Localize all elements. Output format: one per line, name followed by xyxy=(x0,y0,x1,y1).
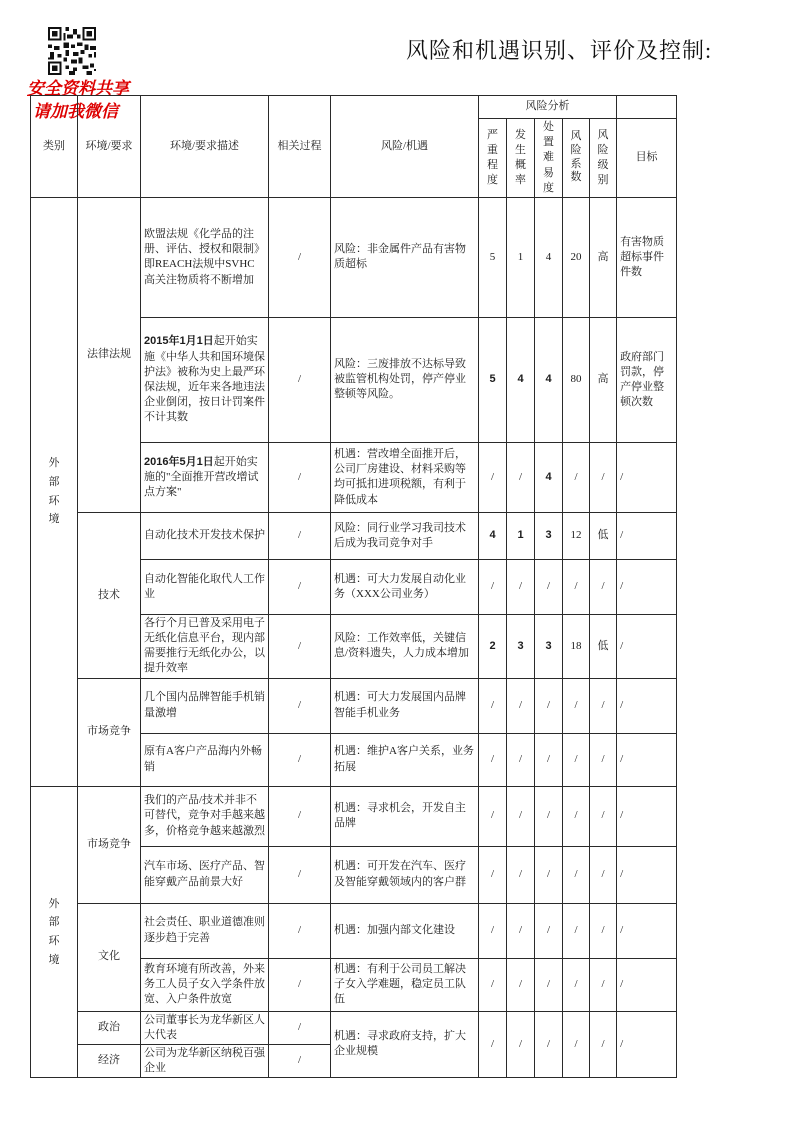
cell-probability: 4 xyxy=(507,317,535,442)
cell-severity: / xyxy=(479,559,507,614)
cell-desc: 社会责任、职业道德准则逐步趋于完善 xyxy=(141,903,269,958)
cell-desc: 原有A客户产品海内外畅销 xyxy=(141,733,269,786)
cell-process: / xyxy=(269,614,331,678)
cell-target: / xyxy=(617,903,677,958)
cell-probability: 3 xyxy=(507,614,535,678)
env-group-market-2: 市场竞争 xyxy=(78,786,141,903)
cell-severity: / xyxy=(479,1011,507,1078)
cell-process: / xyxy=(269,958,331,1011)
cell-level: 高 xyxy=(590,197,617,317)
cell-probability: / xyxy=(507,442,535,512)
cell-difficulty: 3 xyxy=(535,614,563,678)
env-group-culture: 文化 xyxy=(78,903,141,1011)
cell-level: / xyxy=(590,678,617,733)
cell-target: / xyxy=(617,786,677,846)
cell-target: / xyxy=(617,678,677,733)
cell-severity: / xyxy=(479,958,507,1011)
cell-target: / xyxy=(617,512,677,559)
qr-code-icon xyxy=(48,27,96,75)
cell-target: / xyxy=(617,559,677,614)
cell-level: / xyxy=(590,786,617,846)
cell-risk-opportunity: 机遇：有利于公司员工解决子女入学难题，稳定员工队伍 xyxy=(331,958,479,1011)
cell-target: 有害物质超标事件件数 xyxy=(617,197,677,317)
cell-level: 高 xyxy=(590,317,617,442)
header-probability: 发生概率 xyxy=(507,119,535,198)
cell-desc: 2015年1月1日起开始实施《中华人共和国环境保护法》被称为史上最严环保法规，近年来各地违法企业倒闭，按日计罚案件不计其数 xyxy=(141,317,269,442)
cell-process: / xyxy=(269,733,331,786)
cell-process: / xyxy=(269,846,331,903)
page-title: 风险和机遇识别、评价及控制: xyxy=(406,38,713,63)
cell-risk-opportunity: 风险：三废排放不达标导致被监管机构处罚，停产停业整顿等风险。 xyxy=(331,317,479,442)
cell-difficulty: 4 xyxy=(535,197,563,317)
header-env-req: 环境/要求 xyxy=(78,96,141,198)
cell-difficulty: / xyxy=(535,559,563,614)
cell-difficulty: / xyxy=(535,846,563,903)
cell-process: / xyxy=(269,1011,331,1044)
env-group-economy: 经济 xyxy=(78,1044,141,1077)
share-watermark-line2: 请加我微信 xyxy=(33,102,118,121)
cell-risk-opportunity: 机遇：寻求政府支持，扩大企业规模 xyxy=(331,1011,479,1078)
cell-level: 低 xyxy=(590,614,617,678)
cell-difficulty: / xyxy=(535,733,563,786)
cell-probability: / xyxy=(507,903,535,958)
cell-severity: / xyxy=(479,678,507,733)
share-watermark-line1: 安全资料共享 xyxy=(27,79,129,98)
cell-coefficient: / xyxy=(563,559,590,614)
category-cell-external-1: 外部环境 xyxy=(31,197,78,786)
cell-severity: / xyxy=(479,846,507,903)
cell-coefficient: / xyxy=(563,733,590,786)
header-level: 风险级别 xyxy=(590,119,617,198)
cell-probability: / xyxy=(507,678,535,733)
cell-severity: / xyxy=(479,903,507,958)
env-group-laws: 法律法规 xyxy=(78,197,141,512)
cell-coefficient: 20 xyxy=(563,197,590,317)
env-group-technology: 技术 xyxy=(78,512,141,678)
cell-desc: 我们的产品/技术并非不可替代，竞争对手越来越多，价格竞争越来越激烈 xyxy=(141,786,269,846)
env-group-market-1: 市场竞争 xyxy=(78,678,141,786)
cell-process: / xyxy=(269,317,331,442)
header-category: 类别 xyxy=(31,96,78,198)
cell-coefficient: 18 xyxy=(563,614,590,678)
category-cell-external-2: 外部环境 xyxy=(31,786,78,1078)
cell-probability: 1 xyxy=(507,512,535,559)
cell-level: / xyxy=(590,846,617,903)
cell-severity: 5 xyxy=(479,197,507,317)
header-severity: 严重程度 xyxy=(479,119,507,198)
cell-process: / xyxy=(269,1044,331,1077)
cell-probability: 1 xyxy=(507,197,535,317)
header-risk-opp: 风险/机遇 xyxy=(331,96,479,198)
cell-difficulty: 4 xyxy=(535,442,563,512)
cell-probability: / xyxy=(507,958,535,1011)
cell-difficulty: / xyxy=(535,903,563,958)
cell-severity: 2 xyxy=(479,614,507,678)
cell-desc: 2016年5月1日起开始实施的"全面推开营改增试点方案" xyxy=(141,442,269,512)
cell-risk-opportunity: 机遇：寻求机会，开发自主品牌 xyxy=(331,786,479,846)
cell-target: / xyxy=(617,958,677,1011)
cell-target: / xyxy=(617,614,677,678)
cell-probability: / xyxy=(507,786,535,846)
cell-desc: 各行个月已普及采用电子无纸化信息平台，现内部需要推行无纸化办公，以提升效率 xyxy=(141,614,269,678)
cell-desc: 自动化智能化取代人工作业 xyxy=(141,559,269,614)
cell-risk-opportunity: 风险：工作效率低，关键信息/资料遗失，人力成本增加 xyxy=(331,614,479,678)
header-analysis-group: 风险分析 xyxy=(479,96,617,119)
cell-process: / xyxy=(269,903,331,958)
cell-probability: / xyxy=(507,846,535,903)
cell-process: / xyxy=(269,197,331,317)
cell-target: / xyxy=(617,846,677,903)
cell-process: / xyxy=(269,786,331,846)
cell-level: / xyxy=(590,1011,617,1078)
cell-coefficient: / xyxy=(563,846,590,903)
cell-target: / xyxy=(617,442,677,512)
cell-process: / xyxy=(269,559,331,614)
header-target: 目标 xyxy=(617,119,677,198)
cell-desc: 几个国内品牌智能手机销量激增 xyxy=(141,678,269,733)
cell-desc: 欧盟法规《化学品的注册、评估、授权和限制》即REACH法规中SVHC高关注物质将不断增加 xyxy=(141,197,269,317)
cell-difficulty: 3 xyxy=(535,512,563,559)
cell-coefficient: / xyxy=(563,903,590,958)
cell-coefficient: / xyxy=(563,786,590,846)
header-env-desc: 环境/要求描述 xyxy=(141,96,269,198)
env-group-politics: 政治 xyxy=(78,1011,141,1044)
cell-risk-opportunity: 风险：非金属件产品有害物质超标 xyxy=(331,197,479,317)
header-difficulty: 处置难易度 xyxy=(535,119,563,198)
cell-difficulty: 4 xyxy=(535,317,563,442)
cell-difficulty: / xyxy=(535,786,563,846)
cell-target: / xyxy=(617,733,677,786)
cell-level: / xyxy=(590,958,617,1011)
cell-coefficient: / xyxy=(563,678,590,733)
cell-risk-opportunity: 机遇：可大力发展国内品牌智能手机业务 xyxy=(331,678,479,733)
cell-level: / xyxy=(590,442,617,512)
cell-difficulty: / xyxy=(535,678,563,733)
cell-risk-opportunity: 机遇：可大力发展自动化业务（XXX公司业务） xyxy=(331,559,479,614)
cell-probability: / xyxy=(507,1011,535,1078)
cell-coefficient: / xyxy=(563,442,590,512)
cell-desc: 公司为龙华新区纳税百强企业 xyxy=(141,1044,269,1077)
header-coefficient: 风险系数 xyxy=(563,119,590,198)
cell-level: 低 xyxy=(590,512,617,559)
cell-difficulty: / xyxy=(535,1011,563,1078)
cell-severity: 4 xyxy=(479,512,507,559)
cell-severity: / xyxy=(479,733,507,786)
cell-level: / xyxy=(590,903,617,958)
cell-severity: / xyxy=(479,786,507,846)
header-target-spacer xyxy=(617,96,677,119)
cell-risk-opportunity: 机遇：加强内部文化建设 xyxy=(331,903,479,958)
cell-target: 政府部门罚款，停产停业整顿次数 xyxy=(617,317,677,442)
cell-probability: / xyxy=(507,559,535,614)
cell-difficulty: / xyxy=(535,958,563,1011)
cell-severity: / xyxy=(479,442,507,512)
cell-level: / xyxy=(590,733,617,786)
cell-desc: 公司董事长为龙华新区人大代表 xyxy=(141,1011,269,1044)
cell-severity: 5 xyxy=(479,317,507,442)
cell-risk-opportunity: 风险：同行业学习我司技术后成为我司竞争对手 xyxy=(331,512,479,559)
cell-process: / xyxy=(269,442,331,512)
cell-process: / xyxy=(269,512,331,559)
cell-level: / xyxy=(590,559,617,614)
cell-desc: 自动化技术开发技术保护 xyxy=(141,512,269,559)
cell-coefficient: 80 xyxy=(563,317,590,442)
cell-desc: 教育环境有所改善，外来务工人员子女入学条件放宽、入户条件放宽 xyxy=(141,958,269,1011)
header-process: 相关过程 xyxy=(269,96,331,198)
risk-opportunity-table xyxy=(30,95,677,1078)
cell-probability: / xyxy=(507,733,535,786)
cell-risk-opportunity: 机遇：营改增全面推开后，公司厂房建设、材料采购等均可抵扣进项税额，有利于降低成本 xyxy=(331,442,479,512)
cell-coefficient: 12 xyxy=(563,512,590,559)
cell-process: / xyxy=(269,678,331,733)
cell-desc: 汽车市场、医疗产品、智能穿戴产品前景大好 xyxy=(141,846,269,903)
cell-risk-opportunity: 机遇：可开发在汽车、医疗及智能穿戴领域内的客户群 xyxy=(331,846,479,903)
cell-target: / xyxy=(617,1011,677,1078)
cell-coefficient: / xyxy=(563,1011,590,1078)
cell-coefficient: / xyxy=(563,958,590,1011)
cell-risk-opportunity: 机遇：维护A客户关系，业务拓展 xyxy=(331,733,479,786)
